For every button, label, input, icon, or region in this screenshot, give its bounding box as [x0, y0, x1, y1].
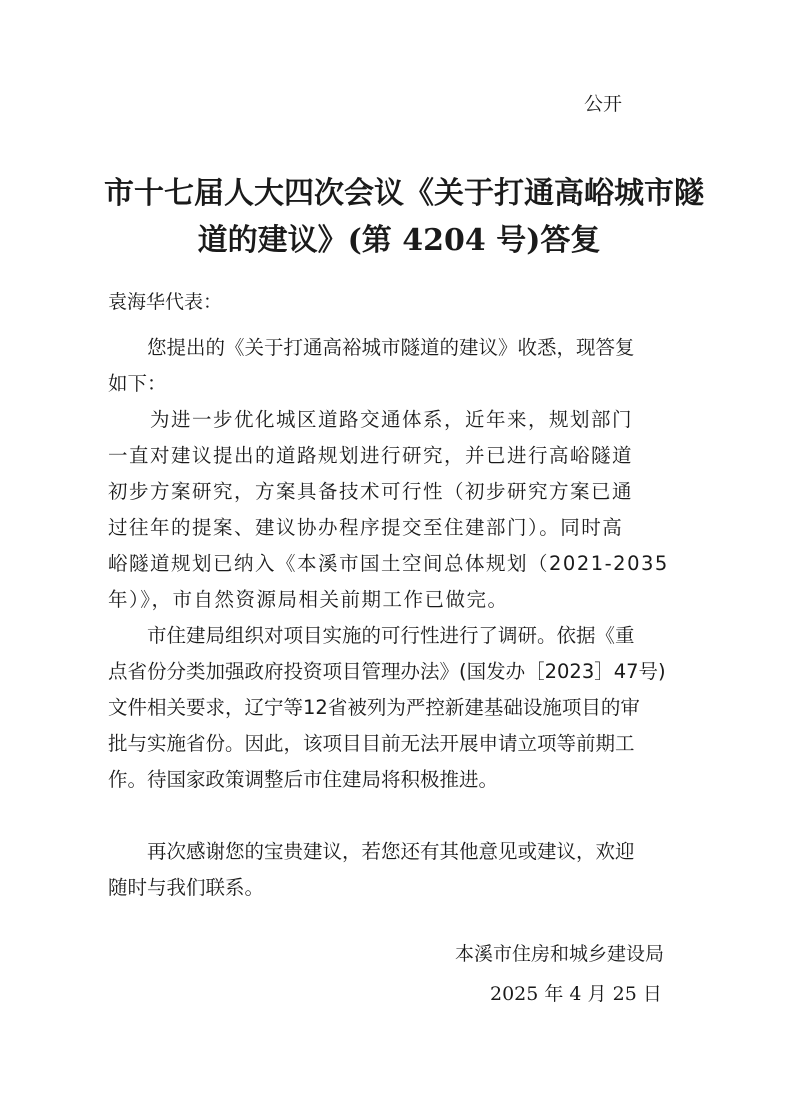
- document-title: [104, 170, 704, 264]
- paragraph-line: 作。待国家政策调整后市住建局将积极推进。: [108, 768, 499, 791]
- signature-date: 2025 年 4 月 25 日: [490, 983, 662, 1005]
- paragraph-line: 初步方案研究，方案具备技术可行性（初步研究方案已通: [108, 480, 634, 503]
- paragraph-thanks: [108, 834, 688, 906]
- paragraph-line: 年）》，市自然资源局相关前期工作已做完。: [108, 588, 509, 611]
- signature-organization: 本溪市住房和城乡建设局: [455, 943, 665, 965]
- paragraph-line: 过往年的提案、建议协办程序提交至住建部门）。同时高: [108, 516, 624, 539]
- salutation: 袁海华代表：: [108, 291, 223, 313]
- paragraph-line: 点省份分类加强政府投资项目管理办法》(国发办［2023］47号): [108, 660, 666, 683]
- paragraph-acknowledgement: [108, 330, 688, 402]
- paragraph-line: 批与实施省份。因此，该项目目前无法开展申请立项等前期工: [108, 732, 635, 755]
- paragraph-line: 峪隧道规划已纳入《本溪市国土空间总体规划（2021-2035: [108, 552, 669, 575]
- paragraph-line: 一直对建议提出的道路规划进行研究，并已进行高峪隧道: [108, 444, 634, 467]
- paragraph-feasibility: [108, 618, 688, 798]
- paragraph-line: 为进一步优化城区道路交通体系，近年来，规划部门: [108, 408, 634, 431]
- title-line-1: 市十七届人大四次会议《关于打通高峪城市隧: [104, 176, 704, 211]
- paragraph-line: 随时与我们联系。: [108, 876, 265, 899]
- classification-label: 公开: [584, 93, 623, 115]
- paragraph-planning: [108, 402, 688, 618]
- title-line-2: 道的建议》(第 4204 号)答复: [197, 223, 601, 258]
- paragraph-line: 再次感谢您的宝贵建议，若您还有其他意见或建议，欢迎: [108, 840, 635, 863]
- paragraph-line: 文件相关要求，辽宁等12省被列为严控新建基础设施项目的审: [108, 696, 640, 719]
- paragraph-line: 市住建局组织对项目实施的可行性进行了调研。依据《重: [108, 624, 635, 647]
- paragraph-line: 如下：: [108, 372, 167, 395]
- paragraph-line: 您提出的《关于打通高裕城市隧道的建议》收悉，现答复: [108, 336, 635, 359]
